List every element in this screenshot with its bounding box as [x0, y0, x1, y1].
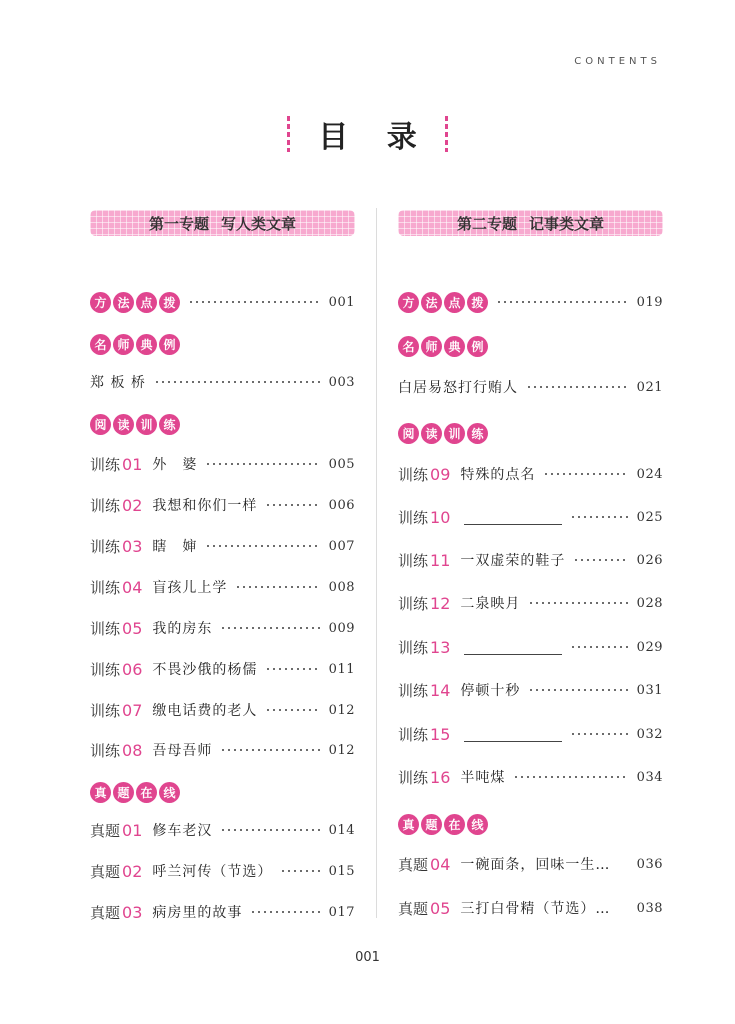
- leader-dots: [573, 554, 628, 566]
- page-ref: 019: [636, 294, 663, 310]
- page-ref: 015: [328, 863, 355, 879]
- column-divider: [376, 208, 377, 918]
- section-part: 第二专题: [456, 214, 517, 233]
- entry-title: 停顿十秒: [460, 683, 521, 699]
- example-heading: [398, 334, 663, 358]
- entry-number: 11: [430, 550, 451, 570]
- entry-title: 三打白骨精（节选）…: [460, 901, 611, 917]
- entry-prefix: 真题: [398, 855, 429, 874]
- entry-prefix: 训练: [398, 768, 429, 787]
- toc-entry-training[interactable]: [90, 698, 355, 722]
- page-ref: 012: [328, 702, 355, 718]
- exam-heading: [90, 780, 355, 804]
- entry-number: 08: [122, 740, 143, 760]
- badge-char: 线: [467, 814, 488, 835]
- leader-dots: [250, 906, 320, 918]
- badge-char: 阅: [398, 423, 419, 444]
- leader-dots: [205, 458, 320, 470]
- page-ref: 009: [328, 620, 355, 636]
- entry-number: 14: [430, 680, 451, 700]
- entry-number: 01: [122, 454, 143, 474]
- reading-heading: [90, 412, 355, 436]
- page-ref: 017: [328, 904, 355, 920]
- page-ref: 024: [636, 466, 663, 482]
- page-ref: 001: [328, 294, 355, 310]
- badge-char: 例: [159, 334, 180, 355]
- leader-dots: [235, 581, 320, 593]
- page-ref: 028: [636, 595, 663, 611]
- toc-entry-training[interactable]: [90, 616, 355, 640]
- entry-number: 09: [430, 464, 451, 484]
- entry-prefix: 训练: [90, 496, 121, 515]
- badge-char: 师: [113, 334, 134, 355]
- entry-title: 吾母吾师: [152, 743, 213, 759]
- leader-dots: [205, 540, 320, 552]
- entry-title: 一碗面条，回味一生…: [460, 857, 611, 873]
- method-badges: [90, 292, 180, 313]
- badge-char: 法: [421, 292, 442, 313]
- page-ref: 026: [636, 552, 663, 568]
- entry-prefix: 训练: [398, 725, 429, 744]
- leader-dots: [496, 296, 629, 308]
- title-right-bar: [445, 116, 448, 152]
- entry-prefix: 真题: [90, 862, 121, 881]
- badge-char: 名: [398, 336, 419, 357]
- badge-char: 真: [90, 782, 111, 803]
- entry-number: 03: [122, 902, 143, 922]
- entry-number: 13: [430, 637, 451, 657]
- badge-char: 真: [398, 814, 419, 835]
- badge-char: 在: [444, 814, 465, 835]
- badge-char: 在: [136, 782, 157, 803]
- toc-entry-training[interactable]: [90, 575, 355, 599]
- entry-prefix: 训练: [398, 638, 429, 657]
- toc-entry-training[interactable]: [90, 534, 355, 558]
- entry-title: 我的房东: [152, 621, 213, 637]
- badge-char: 例: [467, 336, 488, 357]
- entry-prefix: 训练: [90, 455, 121, 474]
- badge-char: 训: [444, 423, 465, 444]
- toc-entry-exam[interactable]: [398, 852, 663, 876]
- exam-heading: [398, 812, 663, 836]
- page-ref: 008: [328, 579, 355, 595]
- leader-dots: [188, 296, 321, 308]
- leader-dots: [280, 865, 320, 877]
- blank-title-line: [464, 640, 562, 655]
- entry-number: 02: [122, 861, 143, 881]
- blank-title-line: [464, 727, 562, 742]
- entry-prefix: 训练: [398, 465, 429, 484]
- entry-title: 不畏沙俄的杨儒: [152, 662, 258, 678]
- entry-title: 半吨煤: [460, 770, 506, 786]
- entry-prefix: 训练: [398, 594, 429, 613]
- entry-number: 05: [122, 618, 143, 638]
- entry-title: 一双虚荣的鞋子: [460, 553, 566, 569]
- entry-number: 15: [430, 724, 451, 744]
- section-name: 写人类文章: [221, 214, 297, 233]
- entry-prefix: 训练: [398, 681, 429, 700]
- leader-dots: [220, 744, 320, 756]
- badge-char: 法: [113, 292, 134, 313]
- badge-char: 点: [136, 292, 157, 313]
- leader-dots: [528, 597, 628, 609]
- entry-prefix: 真题: [90, 821, 121, 840]
- toc-entry-method[interactable]: [90, 290, 355, 314]
- toc-entry-training[interactable]: [398, 505, 663, 529]
- entry-title: 外 婆: [152, 457, 198, 473]
- leader-dots: [220, 622, 320, 634]
- entry-title: 瞎 婶: [152, 539, 198, 555]
- entry-title: 病房里的故事: [152, 905, 243, 921]
- badge-char: 典: [444, 336, 465, 357]
- badge-char: 拨: [467, 292, 488, 313]
- leader-dots: [526, 381, 629, 393]
- badge-char: 拨: [159, 292, 180, 313]
- badge-char: 阅: [90, 414, 111, 435]
- entry-title: 缴电话费的老人: [152, 703, 258, 719]
- entry-title: 郑 板 桥: [90, 375, 146, 391]
- badge-char: 线: [159, 782, 180, 803]
- entry-prefix: 训练: [90, 741, 121, 760]
- page-ref: 005: [328, 456, 355, 472]
- reading-heading: [398, 421, 663, 445]
- leader-dots: [543, 468, 628, 480]
- badge-char: 点: [444, 292, 465, 313]
- toc-entry-exam[interactable]: [90, 859, 355, 883]
- toc-entry-method[interactable]: [398, 290, 663, 314]
- page-ref: 021: [636, 379, 663, 395]
- entry-title: 白居易怒打行贿人: [398, 380, 518, 396]
- page-ref: 025: [636, 509, 663, 525]
- section-name: 记事类文章: [529, 214, 605, 233]
- entry-prefix: 训练: [90, 619, 121, 638]
- entry-number: 07: [122, 700, 143, 720]
- entry-number: 04: [122, 577, 143, 597]
- page-ref: 006: [328, 497, 355, 513]
- entry-prefix: 训练: [90, 578, 121, 597]
- method-badges: [398, 292, 488, 313]
- left-column: [90, 210, 355, 922]
- example-heading: [90, 332, 355, 356]
- title-left-bar: [287, 116, 290, 152]
- toc-entry-training[interactable]: [398, 591, 663, 615]
- toc-entry-training[interactable]: [90, 738, 355, 762]
- page-title: 目 录: [318, 120, 431, 155]
- leader-dots: [528, 684, 628, 696]
- toc-entry-training[interactable]: [90, 452, 355, 476]
- entry-title: 修车老汉: [152, 823, 213, 839]
- entry-number: 10: [430, 507, 451, 527]
- contents-label: CONTENTS: [574, 56, 661, 67]
- entry-number: 06: [122, 659, 143, 679]
- entry-number: 02: [122, 495, 143, 515]
- entry-title: 我想和你们一样: [152, 498, 258, 514]
- entry-title: 呼兰河传（节选）: [152, 864, 273, 880]
- right-section-header: [398, 210, 663, 236]
- entry-title: 二泉映月: [460, 596, 521, 612]
- leader-dots: [513, 771, 628, 783]
- page-ref: 036: [636, 856, 663, 872]
- badge-char: 训: [136, 414, 157, 435]
- page-ref: 003: [328, 374, 355, 390]
- toc-entry-exam[interactable]: [90, 900, 355, 924]
- leader-dots: [570, 728, 628, 740]
- badge-char: 读: [113, 414, 134, 435]
- page-ref: 029: [636, 639, 663, 655]
- page-ref: 038: [636, 900, 663, 916]
- entry-prefix: 训练: [90, 660, 121, 679]
- entry-prefix: 训练: [90, 537, 121, 556]
- entry-title: 特殊的点名: [460, 467, 536, 483]
- toc-entry-example[interactable]: [398, 375, 663, 399]
- leader-dots: [220, 824, 320, 836]
- entry-number: 04: [430, 854, 451, 874]
- entry-prefix: 训练: [398, 551, 429, 570]
- toc-entry-training[interactable]: [90, 657, 355, 681]
- entry-title: 盲孩儿上学: [152, 580, 228, 596]
- badge-char: 师: [421, 336, 442, 357]
- badge-char: 读: [421, 423, 442, 444]
- badge-char: 练: [467, 423, 488, 444]
- toc-entry-training[interactable]: [398, 722, 663, 746]
- toc-entry-exam[interactable]: [398, 896, 663, 920]
- page-ref: 007: [328, 538, 355, 554]
- entry-prefix: 训练: [90, 701, 121, 720]
- badge-char: 方: [90, 292, 111, 313]
- badge-char: 方: [398, 292, 419, 313]
- page-ref: 011: [328, 661, 355, 677]
- entry-number: 03: [122, 536, 143, 556]
- page-ref: 034: [636, 769, 663, 785]
- leader-dots: [570, 511, 628, 523]
- toc-entry-example[interactable]: [90, 370, 355, 394]
- badge-char: 练: [159, 414, 180, 435]
- page-ref: 032: [636, 726, 663, 742]
- badge-char: 题: [113, 782, 134, 803]
- section-part: 第一专题: [148, 214, 209, 233]
- toc-entry-exam[interactable]: [90, 818, 355, 842]
- toc-entry-training[interactable]: [90, 493, 355, 517]
- entry-number: 05: [430, 898, 451, 918]
- entry-number: 16: [430, 767, 451, 787]
- leader-dots: [265, 499, 320, 511]
- page-ref: 012: [328, 742, 355, 758]
- page-ref: 014: [328, 822, 355, 838]
- toc-entry-training[interactable]: [398, 635, 663, 659]
- entry-prefix: 训练: [398, 508, 429, 527]
- toc-entry-training[interactable]: [398, 678, 663, 702]
- leader-dots: [265, 704, 320, 716]
- blank-title-line: [464, 510, 562, 525]
- entry-number: 12: [430, 593, 451, 613]
- leader-dots: [154, 376, 321, 388]
- entry-prefix: 真题: [398, 899, 429, 918]
- badge-char: 题: [421, 814, 442, 835]
- entry-prefix: 真题: [90, 903, 121, 922]
- entry-number: 01: [122, 820, 143, 840]
- page-title-area: [0, 112, 735, 156]
- toc-entry-training[interactable]: [398, 765, 663, 789]
- page-number: 001: [355, 950, 380, 965]
- left-section-header: [90, 210, 355, 236]
- leader-dots: [570, 641, 628, 653]
- leader-dots: [265, 663, 320, 675]
- page-ref: 031: [636, 682, 663, 698]
- badge-char: 典: [136, 334, 157, 355]
- badge-char: 名: [90, 334, 111, 355]
- toc-entry-training[interactable]: [398, 462, 663, 486]
- toc-entry-training[interactable]: [398, 548, 663, 572]
- right-column: [398, 210, 663, 918]
